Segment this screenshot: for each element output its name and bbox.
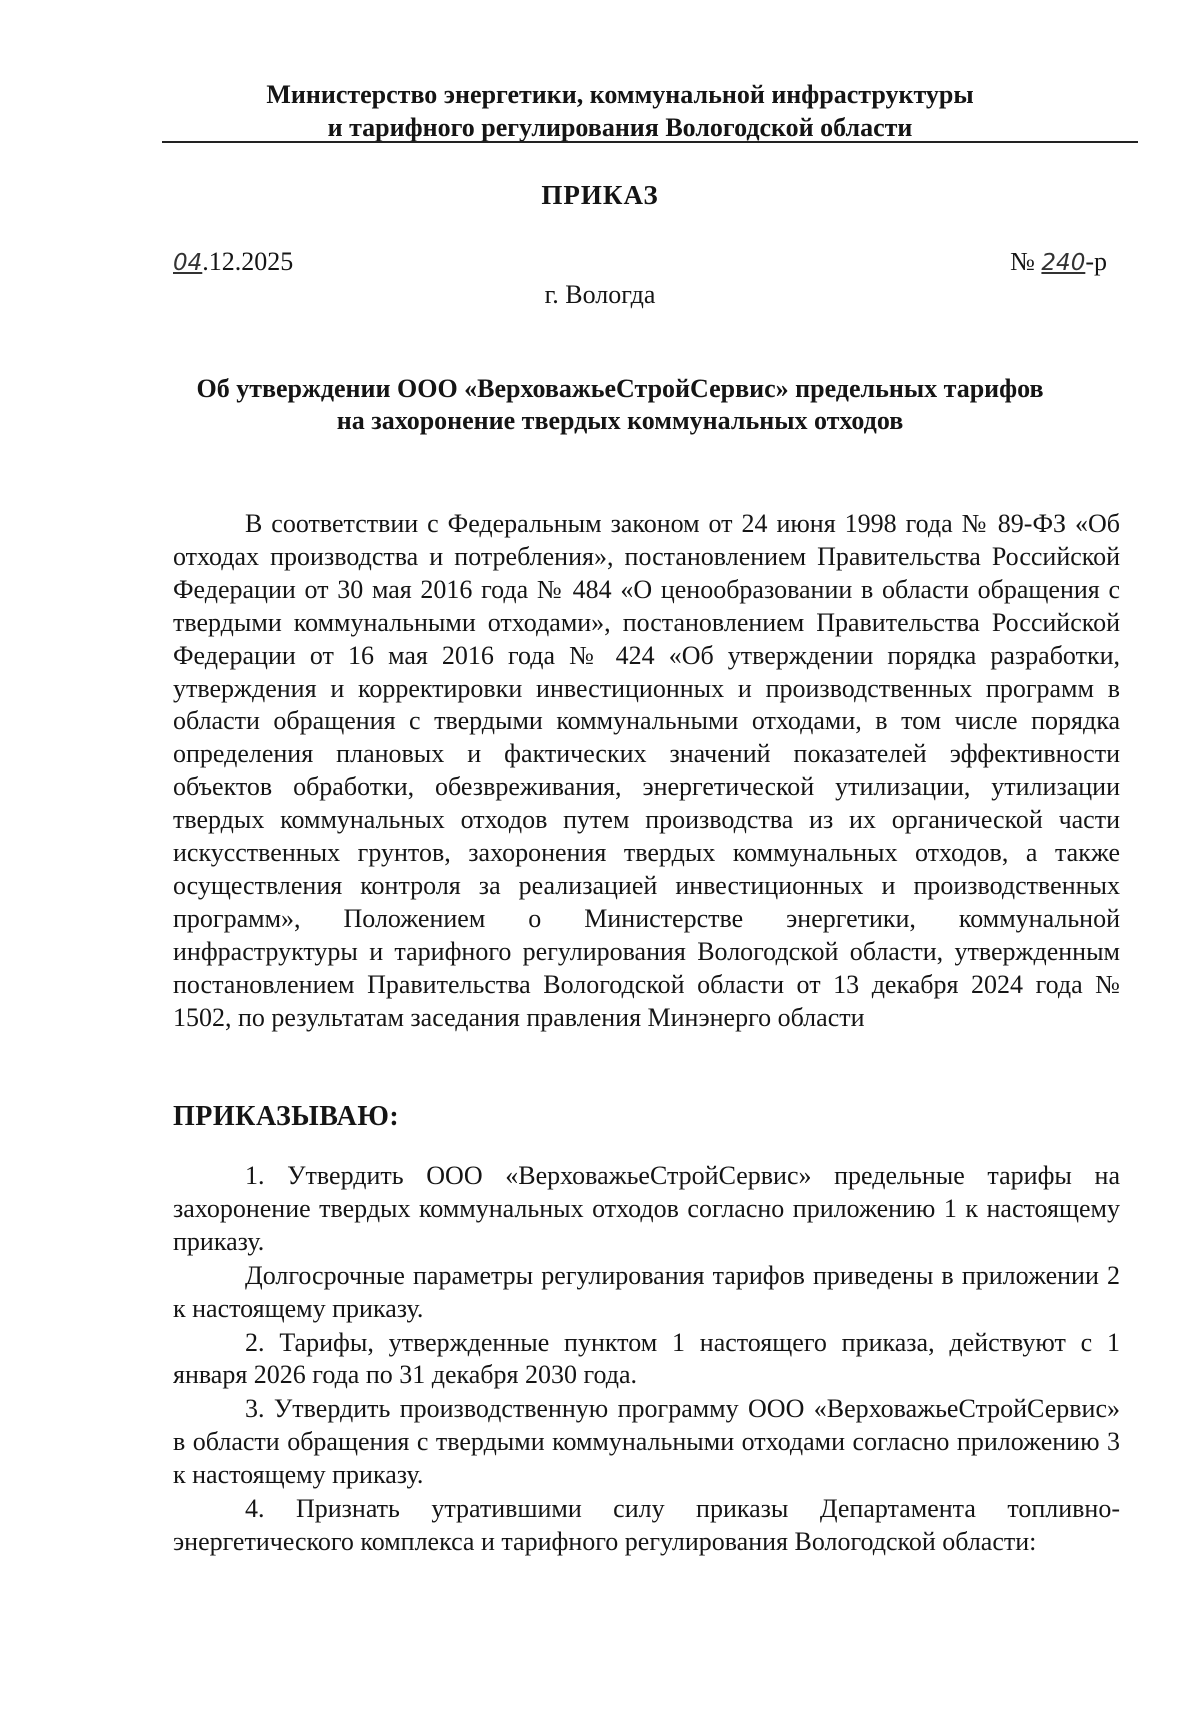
header-divider (162, 141, 1138, 143)
order-date-day: 04 (173, 250, 203, 276)
ministry-header (160, 78, 1080, 144)
order-items (173, 1160, 1120, 1560)
order-item-2: 2. Тарифы, утвержденные пунктом 1 настоящего приказа, действуют с 1 января 2026 года по 31 декабря 2030 года. (173, 1327, 1120, 1390)
order-number-prefix: № (1010, 247, 1042, 276)
order-date-rest: .12.2025 (202, 247, 294, 276)
preamble (173, 508, 1120, 1035)
preamble-text: В соответствии с Федеральным законом от 24 июня 1998 года № 89-ФЗ «Об отходах производства и потребления», постановлением Правительства Российской Федерации от 30 мая 2016 года № 484 «О ценообразовании в области обращения с твердыми коммунальными отходами», постановлением Правительства Российской Федерации от 16 мая 2016 года № 424 «Об утверждении порядка разработки, утверждения и корректировки инвестиционных и производственных программ в области обращения с твердыми коммунальными отходами, в том числе порядка определения плановых и фактических значений показателей эффективности объектов обработки, обезвреживания, энергетической утилизации, утилизации твердых коммунальных отходов путем производства из их органической части искусственных грунтов, захоронения твердых коммунальных отходов, а также осуществления контроля за реализацией инвестиционных и производственных программ», Положением о Министерстве энергетики, коммунальной инфраструктуры и тарифного регулирования Вологодской области, утвержденным постановлением Правительства Вологодской области от 13 декабря 2024 года № 1502, по результатам заседания правления Минэнерго области (173, 509, 1120, 1032)
order-item-3: 3. Утвердить производственную программу ООО «ВерховажьеСтройСервис» в области обращения с твердыми коммунальными отходами согласно приложению 3 к настоящему приказу. (173, 1394, 1120, 1490)
order-item-1-note: Долгосрочные параметры регулирования тарифов приведены в приложении 2 к настоящему приказу. (173, 1260, 1120, 1323)
order-item-4: 4. Признать утратившими силу приказы Департамента топливно-энергетического комплекса и тарифного регулирования Вологодской области: (173, 1494, 1120, 1556)
order-number-value: 240 (1041, 250, 1086, 276)
order-city: г. Вологда (544, 280, 656, 309)
decree-word: ПРИКАЗЫВАЮ: (173, 1101, 400, 1132)
order-title: ПРИКАЗ (541, 180, 659, 210)
order-subject: Об утверждении ООО «ВерховажьеСтройСервис» предельных тарифов на захоронение твердых коммунальных отходов (196, 374, 1044, 435)
order-date (173, 247, 293, 277)
ministry-line-1: Министерство энергетики, коммунальной инфраструктуры (266, 80, 974, 109)
ministry-line-2: и тарифного регулирования Вологодской области (327, 113, 913, 142)
order-item-1: 1. Утвердить ООО «ВерховажьеСтройСервис» предельные тарифы на захоронение твердых коммунальных отходов согласно приложению 1 к настоящему приказу. (173, 1161, 1120, 1256)
order-number (1010, 247, 1107, 277)
order-number-suffix: -р (1085, 247, 1107, 276)
